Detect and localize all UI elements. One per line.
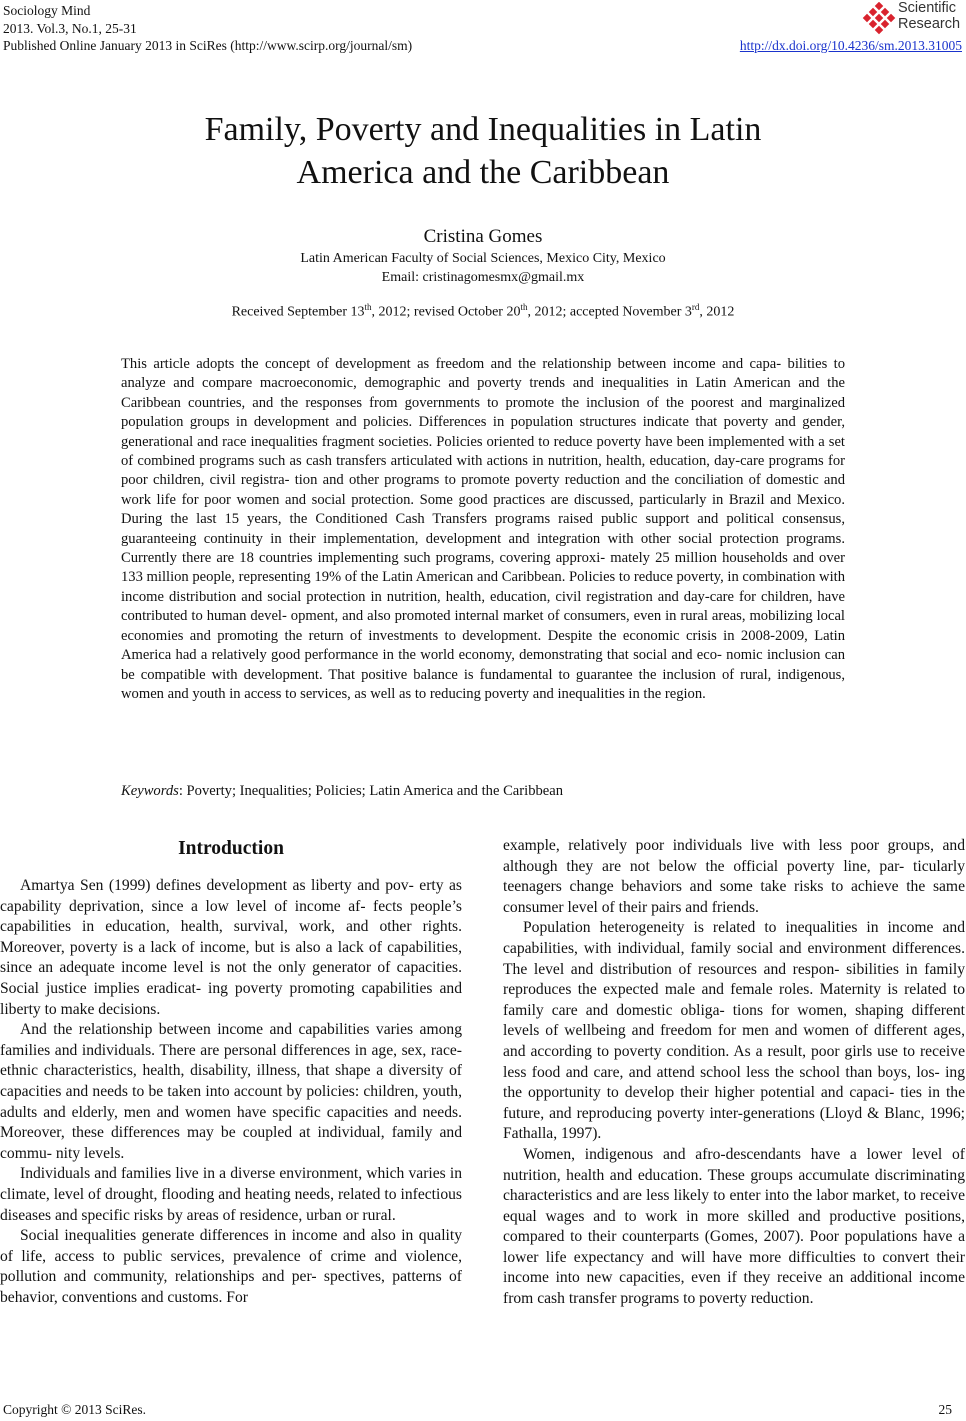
paragraph: Social inequalities generate differences in income and also in quality of life, access to public services, prevalence of crime and violence, pollution and community, relationships and per- spectives, patterns of behavior, conventions and customs. For <box>0 1227 462 1306</box>
right-column <box>503 836 965 1310</box>
paragraph: Women, indigenous and afro-descendants have a lower level of nutrition, health and education. These groups accumulate discriminating characteristics and are less likely to enter into the labor market, to receive equal wages and to work in more skilled and productive positions, compared to their counterparts (Gomes, 2007). Poor populations have a lower life expectancy and will have more difficulties to convert their income into new capacities, even if they receive an additional income from cash transfer programs to poverty reduction. <box>503 1145 965 1308</box>
logo-diamond-icon <box>862 2 896 36</box>
keywords <box>121 783 563 800</box>
author-email: Email: cristinagomesmx@gmail.mx <box>381 270 585 285</box>
affiliation-text: Latin American Faculty of Social Sciences, Mexico City, Mexico <box>300 251 666 266</box>
journal-name: Sociology Mind <box>3 3 91 18</box>
section-heading-introduction: Introduction <box>178 838 284 859</box>
author-name: Cristina Gomes <box>423 226 543 247</box>
author-affiliation <box>0 249 966 287</box>
paragraph: And the relationship between income and capabilities varies among families and individuals. There are personal differences in age, sex, race-ethnic characteristics, health, disability, illness, that shape a diversity of capacities and needs to be taken into account by policies: children, youth, adults and elderly, men and women have specific capacities and needs. Moreover, these differences may be coupled at individual, family and commu- nity levels. <box>0 1021 462 1162</box>
paper-title: Family, Poverty and Inequalities in Latin America and the Caribbean <box>204 111 762 191</box>
keywords-label: Keywords <box>121 783 179 799</box>
logo-text: Scientific Research <box>898 0 961 32</box>
journal-header <box>3 2 412 55</box>
abstract: This article adopts the concept of development as freedom and the relationship between income and capa- bilities to analyze and compare macroeconomic, demographic and poverty trends and inequalities in Latin American and the Caribbean countries, and the responses from governments to promote the inclusion of the poorest and marginalized population groups in development and policies. Differences in population structures indicate that poverty and gender, generational and race inequalities fragment societies. Policies oriented to reduce poverty have been implemented with a set of combined programs such as cash transfers articulated with actions in nutrition, health, education, day-care programs for poor children, civil registra- tion and other programs to promote poverty reduction and the conciliation of domestic and work life for poor women and social protection. Some good practices are discussed, particularly in Brazil and Mexico. During the last 15 years, the Conditioned Cash Transfers programs raised public support and political consensus, guaranteeing continuity in their implementation, development and integration with other social protection programs. Currently there are 18 countries implementing such programs, covering approxi- mately 25 million households and over 133 million people, representing 19% of the Latin American and Caribbean. Policies to reduce poverty, in combination with income distribution and social protection in nutrition, health, education, civil registration and day-care for children, have contributed to human devel- opment, and also promoted internal market of consumers, even in rural areas, mobilizing local economies and promoting the return of investments to development. Despite the economic crisis in 2008-2009, Latin America had a relatively good performance in the world economy, demonstrating that social and eco- nomic inclusion can be compatible with development. That positive balance is fundamental to guarantee the inclusion of rural, indigenous, women and youth in access to services, as well as to reducing poverty and inequalities in the region. <box>121 356 845 702</box>
publication-info: Published Online January 2013 in SciRes (http://www.scirp.org/journal/sm) <box>3 38 413 53</box>
journal-volume: 2013. Vol.3, No.1, 25-31 <box>3 20 137 36</box>
left-column <box>0 876 462 1308</box>
doi-link[interactable]: http://dx.doi.org/10.4236/sm.2013.31005 <box>739 38 962 53</box>
copyright-notice: Copyright © 2013 SciRes. <box>3 1402 147 1417</box>
paragraph: Individuals and families live in a diverse environment, which varies in climate, level of drought, flooding and heating needs, related to infectious diseases and specific risks by areas of residence, urban or rural. <box>0 1165 462 1224</box>
keywords-list: : Poverty; Inequalities; Policies; Latin America and the Caribbean <box>178 783 564 799</box>
paragraph: Amartya Sen (1999) defines development as liberty and pov- erty as capability deprivation, since a low level of income af- fects people’s capabilities in education, health, survival, work, and other rights. Moreover, poverty is a lack of income, but is also a lack of capabilities, since an adequate income level is not the only generator of capacities. Social justice implies eradicat- ing poverty promoting capabilities and liberty to make decisions. <box>0 877 462 1018</box>
scientific-research-logo <box>862 0 962 36</box>
page-number: 25 <box>938 1402 952 1417</box>
submission-dates: Received September 13th, 2012; revised October 20th, 2012; accepted November 3rd, 2012 <box>231 302 735 320</box>
paragraph: Population heterogeneity is related to inequalities in income and capabilities, with individual, family social and environment differences. The level and distribution of resources and respon- sibilities in family reproduces the expected male and female roles. Maternity is related to family care and domestic obliga- tions for women, shaping different levels of wellbeing and freedom for men and women of different ages, and according to poverty condition. As a result, poor girls use to receive less food and care, and attend school less the school than boys, los- ing the opportunity to develop their higher potential and capaci- ties in the future, and reproducing poverty inter-generations (Lloyd & Blanc, 1996; Fathalla, 1997). <box>503 919 965 1143</box>
paragraph: example, relatively poor individuals live with less poor groups, and although they are not below the official poverty line, par- ticularly teenagers change behaviors and some take risks to achieve the same consumer level of their pairs and friends. <box>503 837 965 916</box>
